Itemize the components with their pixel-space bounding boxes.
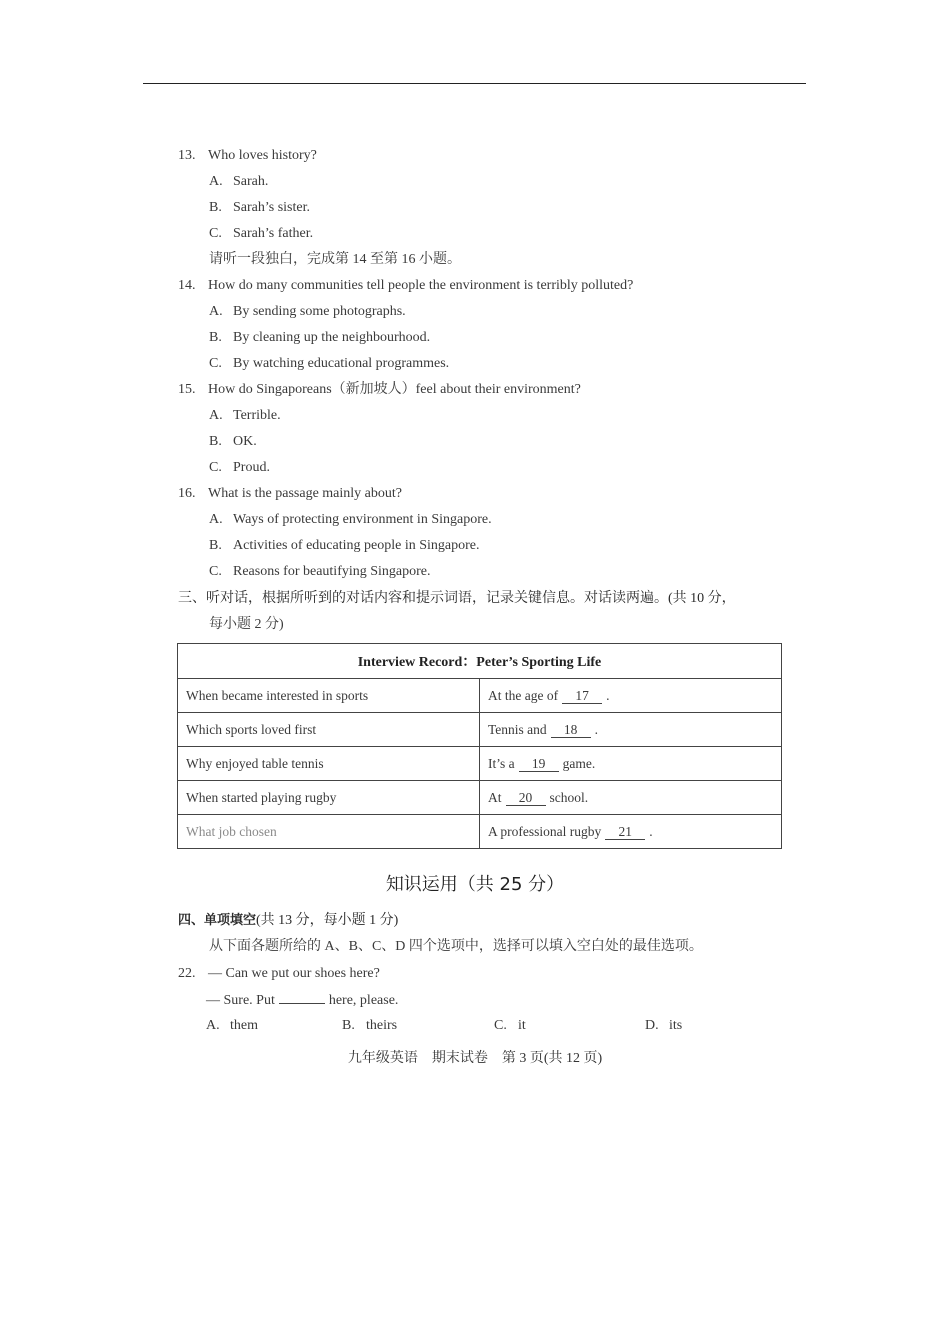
- option-13-c: [209, 225, 313, 243]
- question-text: How do Singaporeans（新加坡人）feel about their environment?: [208, 382, 581, 397]
- question-14: [178, 277, 633, 295]
- option-letter: B.: [209, 434, 222, 449]
- question-13: [178, 147, 317, 165]
- option-text: them: [230, 1018, 258, 1033]
- option-15-c: [209, 459, 270, 477]
- section-4-note: (共 13 分，每小题 1 分): [256, 913, 399, 928]
- option-text: Ways of protecting environment in Singapore.: [233, 512, 492, 527]
- table-row: [178, 713, 782, 747]
- section-3-heading-cont: 每小题 2 分): [209, 617, 284, 632]
- option-letter: B.: [209, 538, 222, 553]
- option-letter: C.: [209, 460, 222, 475]
- answer-suffix: .: [594, 721, 599, 737]
- table-row: [178, 747, 782, 781]
- option-22-c[interactable]: [494, 1018, 526, 1034]
- dialogue-line-1: — Can we put our shoes here?: [208, 966, 380, 981]
- page-footer: 九年级英语 期末试卷 第 3 页(共 12 页): [347, 1051, 603, 1066]
- row-answer: [480, 747, 782, 781]
- option-letter: D.: [645, 1018, 659, 1033]
- question-text: What is the passage mainly about?: [208, 486, 402, 501]
- option-text: Activities of educating people in Singapore.: [233, 538, 480, 553]
- option-14-a: [209, 303, 406, 321]
- interview-record-table: [177, 643, 782, 849]
- option-letter: A.: [209, 174, 223, 189]
- option-letter: A.: [206, 1018, 220, 1033]
- option-text: theirs: [366, 1018, 398, 1033]
- option-text: By cleaning up the neighbourhood.: [233, 330, 431, 345]
- row-answer: [480, 815, 782, 849]
- option-22-d[interactable]: [645, 1018, 682, 1034]
- section-3-heading: 三、听对话，根据所听到的对话内容和提示词语，记录关键信息。对话读两遍。(共 10 分，: [178, 591, 736, 606]
- option-16-a: [209, 511, 492, 529]
- option-letter: C.: [494, 1018, 507, 1033]
- row-answer: [480, 713, 782, 747]
- table-title: Interview Record：Peter’s Sporting Life: [178, 644, 782, 679]
- option-15-b: [209, 433, 257, 451]
- option-letter: A.: [209, 304, 223, 319]
- option-letter: C.: [209, 356, 222, 371]
- question-15: [178, 381, 581, 399]
- option-letter: C.: [209, 564, 222, 579]
- row-prompt: When started playing rugby: [178, 781, 480, 815]
- dialogue-prefix: — Sure. Put: [206, 993, 275, 1008]
- option-13-a: [209, 173, 268, 191]
- option-16-c: [209, 563, 431, 581]
- option-text: its: [669, 1018, 683, 1033]
- option-letter: A.: [209, 512, 223, 527]
- answer-blank-18[interactable]: 18: [551, 723, 591, 738]
- option-text: it: [518, 1018, 526, 1033]
- answer-prefix: Tennis and: [488, 721, 547, 737]
- table-row: [178, 815, 782, 849]
- option-text: By sending some photographs.: [233, 304, 406, 319]
- option-text: Reasons for beautifying Singapore.: [233, 564, 431, 579]
- question-text: How do many communities tell people the environment is terribly polluted?: [208, 278, 634, 293]
- section-4-heading: [178, 912, 398, 930]
- question-number: 15.: [178, 382, 196, 397]
- option-text: Terrible.: [233, 408, 281, 423]
- option-text: By watching educational programmes.: [233, 356, 450, 371]
- table-row: [178, 781, 782, 815]
- answer-blank-22[interactable]: [279, 991, 325, 1004]
- answer-prefix: It’s a: [488, 755, 515, 771]
- answer-prefix: At: [488, 789, 502, 805]
- option-14-b: [209, 329, 430, 347]
- option-letter: B.: [342, 1018, 355, 1033]
- question-number: 22.: [178, 966, 196, 981]
- question-number: 13.: [178, 148, 196, 163]
- header-rule: [143, 83, 806, 84]
- row-prompt: What job chosen: [178, 815, 480, 849]
- option-text: Sarah.: [233, 174, 269, 189]
- instruction-14-16: 请听一段独白，完成第 14 至第 16 小题。: [209, 252, 461, 267]
- section-4-instruction: 从下面各题所给的 A、B、C、D 四个选项中，选择可以填入空白处的最佳选项。: [209, 939, 703, 954]
- option-text: OK.: [233, 434, 257, 449]
- answer-suffix: .: [606, 687, 610, 703]
- question-number: 16.: [178, 486, 196, 501]
- question-text: Who loves history?: [208, 148, 317, 163]
- answer-suffix: game.: [562, 755, 596, 771]
- question-16: [178, 485, 402, 503]
- option-letter: B.: [209, 200, 222, 215]
- answer-blank-21[interactable]: 21: [605, 825, 645, 840]
- answer-prefix: A professional rugby: [488, 823, 602, 839]
- row-prompt: Why enjoyed table tennis: [178, 747, 480, 781]
- row-prompt: Which sports loved first: [178, 713, 480, 747]
- option-14-c: [209, 355, 449, 373]
- answer-blank-17[interactable]: 17: [562, 689, 602, 704]
- option-letter: C.: [209, 226, 222, 241]
- knowledge-section-title: 知识运用（共 25 分）: [385, 874, 565, 895]
- question-22: [178, 965, 380, 983]
- option-16-b: [209, 537, 480, 555]
- answer-blank-19[interactable]: 19: [519, 757, 559, 772]
- question-number: 14.: [178, 278, 196, 293]
- answer-blank-20[interactable]: 20: [506, 791, 546, 806]
- option-15-a: [209, 407, 281, 425]
- option-text: Sarah’s father.: [233, 226, 314, 241]
- answer-suffix: school.: [549, 789, 589, 805]
- option-22-a[interactable]: [206, 1018, 258, 1034]
- table-row: [178, 679, 782, 713]
- option-text: Proud.: [233, 460, 270, 475]
- row-prompt: When became interested in sports: [178, 679, 480, 713]
- answer-suffix: .: [649, 823, 653, 839]
- option-22-b[interactable]: [342, 1018, 397, 1034]
- option-letter: A.: [209, 408, 223, 423]
- dialogue-suffix: here, please.: [328, 993, 399, 1008]
- dialogue-line-2: [206, 991, 398, 1010]
- answer-prefix: At the age of: [488, 687, 559, 703]
- option-letter: B.: [209, 330, 222, 345]
- option-text: Sarah’s sister.: [233, 200, 310, 215]
- row-answer: [480, 781, 782, 815]
- section-4-title: 四、单项填空: [178, 913, 257, 928]
- row-answer: [480, 679, 782, 713]
- option-13-b: [209, 199, 310, 217]
